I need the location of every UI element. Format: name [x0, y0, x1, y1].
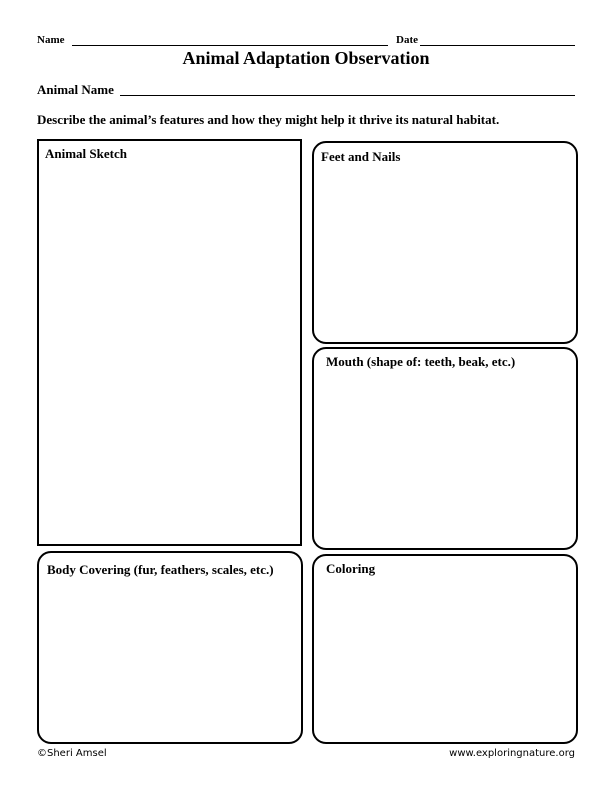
feet-and-nails-box[interactable]	[312, 141, 578, 344]
name-label: Name	[37, 34, 65, 46]
instructions: Describe the animal’s features and how they might help it thrive its natural habitat.	[37, 112, 500, 127]
feet-and-nails-label: Feet and Nails	[321, 149, 401, 164]
name-field[interactable]	[72, 45, 388, 46]
animal-name-field[interactable]	[120, 95, 575, 96]
date-label: Date	[396, 34, 418, 46]
page-title: Animal Adaptation Observation	[182, 48, 430, 68]
body-covering-box[interactable]	[37, 551, 303, 744]
mouth-box[interactable]	[312, 347, 578, 550]
body-covering-label: Body Covering (fur, feathers, scales, etc.)	[47, 562, 274, 577]
coloring-box[interactable]	[312, 554, 578, 744]
coloring-label: Coloring	[326, 561, 376, 576]
copyright-text: ©Sheri Amsel	[37, 748, 107, 759]
mouth-label: Mouth (shape of: teeth, beak, etc.)	[326, 354, 516, 369]
animal-sketch-label: Animal Sketch	[45, 146, 127, 161]
website-link[interactable]: www.exploringnature.org	[449, 748, 575, 759]
animal-sketch-box[interactable]	[37, 139, 302, 546]
date-field[interactable]	[420, 45, 575, 46]
animal-name-label: Animal Name	[37, 82, 114, 97]
